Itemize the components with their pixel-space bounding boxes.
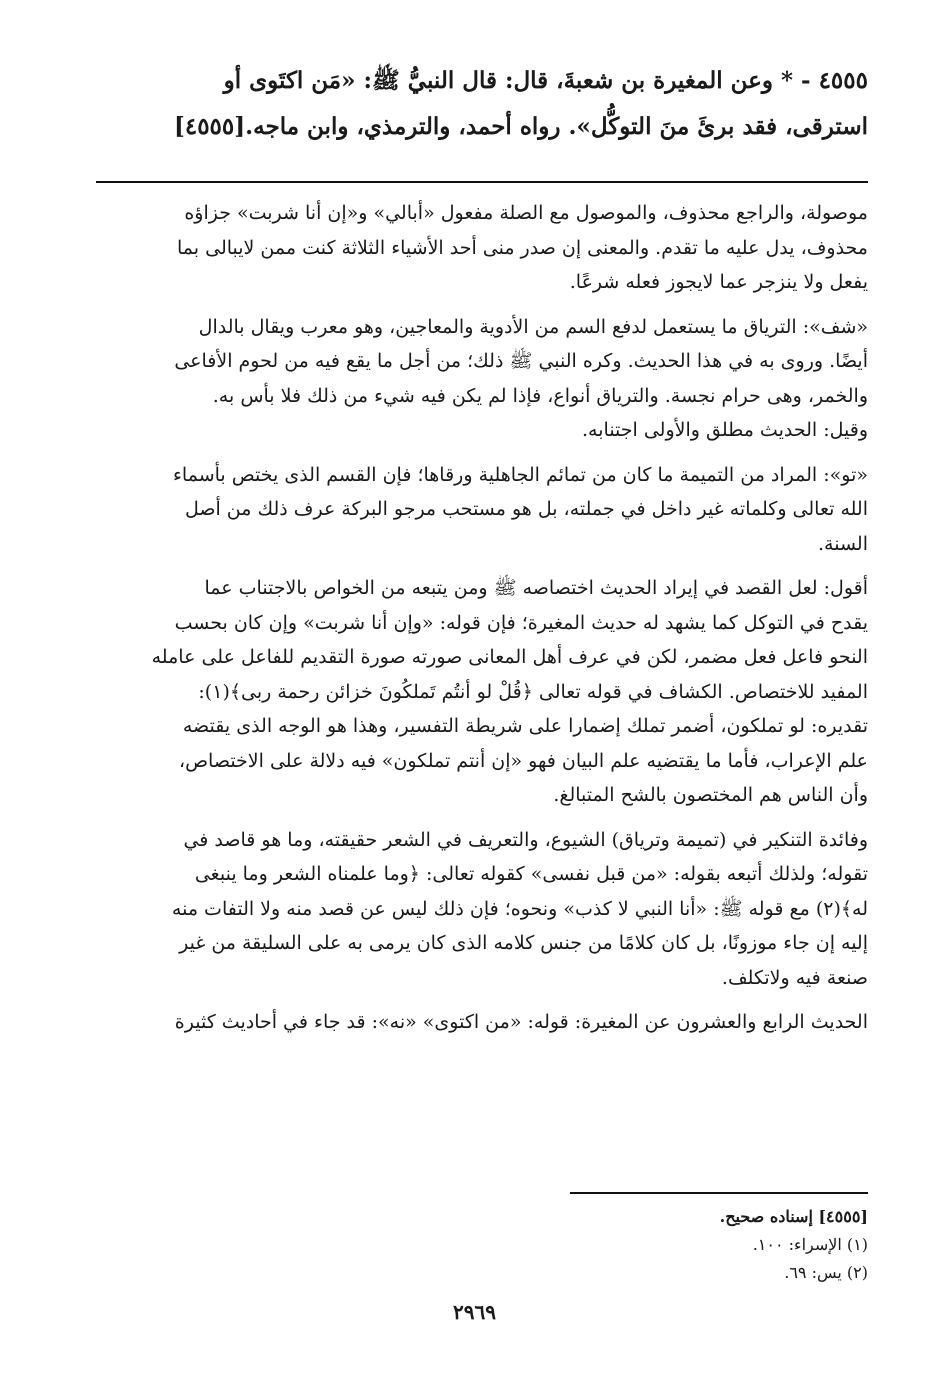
footnote-1: (١) الإسراء: ١٠٠. <box>752 1235 868 1254</box>
text-line: يفعل ولا ينزجر عما لايجوز فعله شرعًا. <box>569 271 868 293</box>
commentary-paragraph <box>96 823 868 996</box>
text-line: صنعة فيه ولاتكلف. <box>721 966 868 989</box>
header-divider <box>96 181 868 183</box>
text-line: وأن الناس هم المختصون بالشح المتبالغ. <box>553 784 868 806</box>
text-line: له﴾(٢) مع قوله ﷺ: «أنا النبي لا كذب» ونحوه؛ فإن ذلك ليس عن قصد منه ولا التفات منه <box>171 897 868 920</box>
text-line: موصولة، والراجع محذوف، والموصول مع الصلة مفعول «أبالي» و«إن أنا شربت» جزاؤه <box>184 202 868 224</box>
commentary-body <box>96 196 868 1050</box>
hadith-line: استرقى، فقد برئَ منَ التوكُّل». رواه أحمد، والترمذي، وابن ماجه.[٤٥٥٥] <box>173 113 868 140</box>
commentary-paragraph <box>96 1005 868 1040</box>
text-line: وقيل: الحديث مطلق والأولى اجتنابه. <box>582 419 868 441</box>
text-line: يقدح في التوكل كما يشهد له حديث المغيرة؛ فإن قوله: «وإن أنا شربت» وإن كان بحسب <box>174 611 868 634</box>
text-line: النحو فاعل فعل مضمر، لكن في عرف أهل المعانى صورته صورة التقديم للفاعل على عامله <box>151 646 868 668</box>
commentary-paragraph <box>96 571 868 813</box>
text-line: الله تعالى وكلماته غير داخل في جملته، بل هو مستحب مرجو البركة عرف ذلك من أصل <box>184 498 868 520</box>
hadith-block <box>96 58 868 150</box>
commentary-paragraph <box>96 458 868 562</box>
hadith-text <box>96 58 868 150</box>
text-line: السنة. <box>818 532 868 555</box>
text-line: محذوف، يدل عليه ما تقدم. والمعنى إن صدر منى أحد الأشياء الثلاثة كنت ممن لايبالى بما <box>177 236 868 259</box>
footnote-2: (٢) يس: ٦٩. <box>784 1263 868 1282</box>
hadith-line: ٤٥٥٥ - * وعن المغيرة بن شعبةَ، قال: قال النبيُّ ﷺ: «مَن اكتَوى أو <box>223 67 868 94</box>
text-line: الحديث الرابع والعشرون عن المغيرة: قوله: «من اكتوى» «نه»: قد جاء في أحاديث كثيرة <box>174 1011 868 1033</box>
text-line: المفيد للاختصاص. الكشاف في قوله تعالى ﴿قُلْ لو أنتُم تَملكُونَ خزائن رحمة ربى﴾(١): <box>198 680 868 703</box>
text-line: والخمر، وهى حرام نجسة. والترياق أنواع، فإذا لم يكن فيه شيء من ذلك فلا بأس به. <box>212 384 868 407</box>
page-number: ٢٩٦٩ <box>453 1300 496 1324</box>
footnote-divider <box>570 1192 868 1194</box>
commentary-paragraph <box>96 196 868 300</box>
text-line: تقديره: لو تملكون، أضمر تملك إضمارا على شريطة التفسير، وهذا هو الوجه الذى يقتضه <box>182 715 868 737</box>
commentary-paragraph <box>96 310 868 448</box>
text-line: تقوله؛ ولذلك أتبعه بقوله: «من قبل نفسى» كقوله تعالى: ﴿وما علمناه الشعر وما ينبغى <box>194 863 868 885</box>
text-line: «تو»: المراد من التميمة ما كان من تمائم الجاهلية ورقاها؛ فإن القسم الذى يختص بأسماء <box>172 463 868 486</box>
text-line: وفائدة التنكير في (تميمة وترياق) الشيوع، والتعريف في الشعر حقيقته، وما هو قاصد في <box>183 828 868 851</box>
text-line: أقول: لعل القصد في إيراد الحديث اختصاصه ﷺ ومن يتبعه من الخواص بالاجتناب عما <box>204 577 868 599</box>
footnotes <box>548 1203 868 1287</box>
text-line: علم الإعراب، فأما ما يقتضيه علم البيان فهو «إن أنتم تملكون» فيه دلالة على الاختصاص، <box>178 749 868 772</box>
text-line: «شف»: الترياق ما يستعمل لدفع السم من الأدوية والمعاجين، وهو معرب ويقال بالدال <box>198 315 868 338</box>
text-line: أيضًا. وروى به في هذا الحديث. وكره النبي ﷺ ذلك؛ من أجل ما يقع فيه من لحوم الأفاعى <box>174 350 868 372</box>
text-line: إليه إن جاء موزونًا، بل كان كلامًا من جنس كلامه الذى كان يرمى به على السليقة من غير <box>179 932 868 954</box>
footnote-isnad: [٤٥٥٥] إسناده صحيح. <box>719 1207 868 1226</box>
